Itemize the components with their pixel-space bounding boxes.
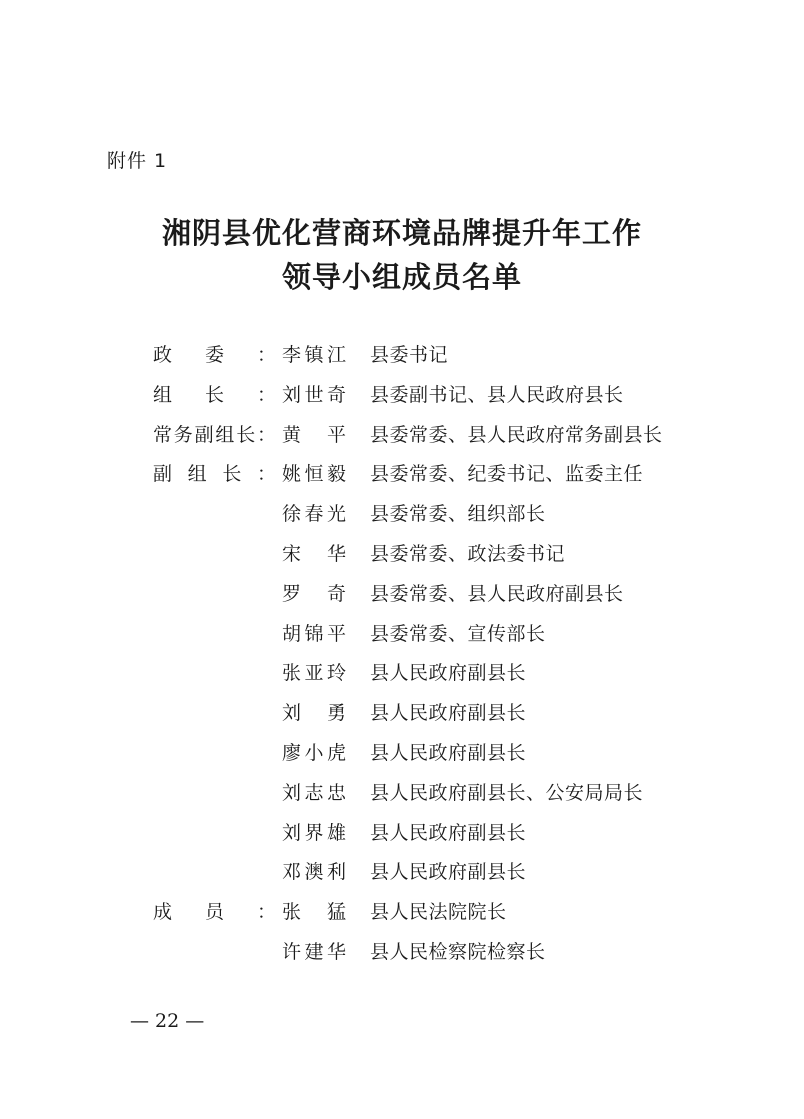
member-row (0, 698, 804, 732)
member-name-char: 毅 (326, 463, 346, 486)
member-name-char: 许 (282, 941, 302, 963)
member-role (153, 459, 276, 486)
member-name (282, 459, 346, 486)
member-name (282, 818, 346, 845)
member-name-char: 胡 (282, 622, 302, 645)
member-row (0, 499, 804, 533)
member-role-char: 务 (173, 423, 193, 446)
document-title-line-1: 湘阴县优化营商环境品牌提升年工作 (161, 216, 642, 250)
member-name-char: 锦 (304, 622, 324, 645)
member-name (282, 340, 346, 367)
member-name-char: 邓 (282, 861, 302, 884)
member-name-char: 镇 (304, 344, 324, 366)
member-role-char: 长 (236, 423, 256, 446)
member-name-char: 利 (326, 861, 346, 884)
member-row (0, 778, 804, 812)
member-position: 县人民政府副县长 (370, 742, 527, 764)
member-name-char: 刘 (282, 702, 302, 725)
member-name (282, 619, 346, 646)
member-name-char: 张 (282, 901, 302, 924)
member-role-char: ： (256, 423, 276, 446)
member-position: 县人民政府副县长 (370, 702, 527, 725)
member-name-char: 奇 (326, 582, 346, 605)
member-name (282, 499, 346, 526)
member-position: 县委常委、纪委书记、监委主任 (370, 463, 644, 486)
member-role (153, 340, 276, 367)
member-name-char: 光 (326, 503, 346, 526)
member-name-char: 李 (282, 344, 302, 366)
member-name-char: 刘 (282, 821, 302, 844)
member-name (282, 380, 346, 407)
member-name (282, 857, 346, 884)
member-name-char: 澳 (304, 861, 324, 884)
member-name-char: 虎 (326, 742, 346, 764)
member-name-char: 界 (304, 821, 324, 844)
member-name-char: 小 (304, 742, 324, 764)
member-name-char: 廖 (282, 742, 302, 764)
member-position: 县委常委、县人民政府常务副县长 (370, 423, 663, 446)
member-position: 县人民政府副县长 (370, 861, 527, 884)
member-row (0, 937, 804, 971)
member-role-char: 组 (187, 463, 207, 486)
member-name-char: 张 (282, 662, 302, 685)
member-name-char: 华 (326, 941, 346, 963)
member-name (282, 897, 346, 924)
attachment-label: 附件 1 (107, 150, 168, 172)
member-position: 县人民政府副县长 (370, 662, 527, 685)
member-name (282, 738, 346, 765)
document-title-line-2: 领导小组成员名单 (281, 260, 522, 294)
member-row (0, 539, 804, 573)
member-row (0, 738, 804, 772)
member-position: 县委副书记、县人民政府县长 (370, 383, 624, 406)
member-name (282, 658, 346, 685)
member-name-char: 勇 (326, 702, 346, 725)
member-row (0, 818, 804, 852)
member-name (282, 698, 346, 725)
member-name-char: 刘 (282, 383, 302, 406)
member-name (282, 539, 346, 566)
member-name-char: 恒 (304, 463, 324, 486)
member-role-char: 长 (204, 383, 224, 406)
member-position: 县委常委、组织部长 (370, 503, 546, 526)
member-name-char: 奇 (326, 383, 346, 406)
member-row (0, 380, 804, 414)
member-role-char: ： (256, 463, 276, 486)
member-name-char: 猛 (326, 901, 346, 924)
member-role-char: 组 (153, 383, 173, 406)
member-name-char: 志 (304, 781, 324, 804)
member-name-char: 江 (326, 344, 346, 366)
member-role-char: 政 (153, 344, 173, 366)
member-name-char: 世 (304, 383, 324, 406)
member-name-char: 亚 (304, 662, 324, 685)
member-name-char: 玲 (326, 662, 346, 685)
member-position: 县人民检察院检察长 (370, 941, 546, 963)
member-role-char: 委 (204, 344, 224, 366)
member-name (282, 579, 346, 606)
member-role-char: 长 (222, 463, 242, 486)
member-position: 县人民政府副县长 (370, 821, 527, 844)
member-position: 县人民政府副县长、公安局局长 (370, 781, 644, 804)
member-name-char: 春 (304, 503, 324, 526)
page-number: — 22 — (130, 1010, 205, 1032)
member-role-char: ： (256, 901, 276, 924)
member-role-char: 员 (204, 901, 224, 924)
member-name-char: 宋 (282, 543, 302, 565)
member-position: 县委常委、政法委书记 (370, 543, 566, 565)
member-role-char: 副 (153, 463, 173, 486)
member-row (0, 579, 804, 613)
member-row (0, 857, 804, 891)
member-position: 县委常委、宣传部长 (370, 622, 546, 645)
member-role (153, 420, 276, 447)
member-role-char: 成 (153, 901, 173, 924)
member-row (0, 420, 804, 454)
member-role-char: 常 (153, 423, 173, 446)
member-name-char: 徐 (282, 503, 302, 526)
member-role-char: 组 (215, 423, 235, 446)
member-position: 县委常委、县人民政府副县长 (370, 582, 624, 605)
member-role (153, 897, 276, 924)
member-name-char: 姚 (282, 463, 302, 486)
member-position: 县人民法院院长 (370, 901, 507, 924)
member-position: 县委书记 (370, 344, 449, 366)
member-name-char: 刘 (282, 781, 302, 804)
member-role (153, 380, 276, 407)
member-name-char: 平 (326, 423, 346, 446)
member-name-char: 平 (326, 622, 346, 645)
member-name (282, 778, 346, 805)
member-row (0, 459, 804, 493)
member-role-char: ： (256, 383, 276, 406)
member-role-char: 副 (194, 423, 214, 446)
member-role-char: ： (256, 344, 276, 366)
member-row (0, 340, 804, 374)
member-name-char: 黄 (282, 423, 302, 446)
member-name (282, 420, 346, 447)
member-name (282, 937, 346, 964)
member-name-char: 华 (326, 543, 346, 565)
member-name-char: 罗 (282, 582, 302, 605)
member-name-char: 雄 (326, 821, 346, 844)
member-row (0, 619, 804, 653)
member-row (0, 658, 804, 692)
member-row (0, 897, 804, 931)
member-name-char: 建 (304, 941, 324, 963)
member-name-char: 忠 (326, 781, 346, 804)
